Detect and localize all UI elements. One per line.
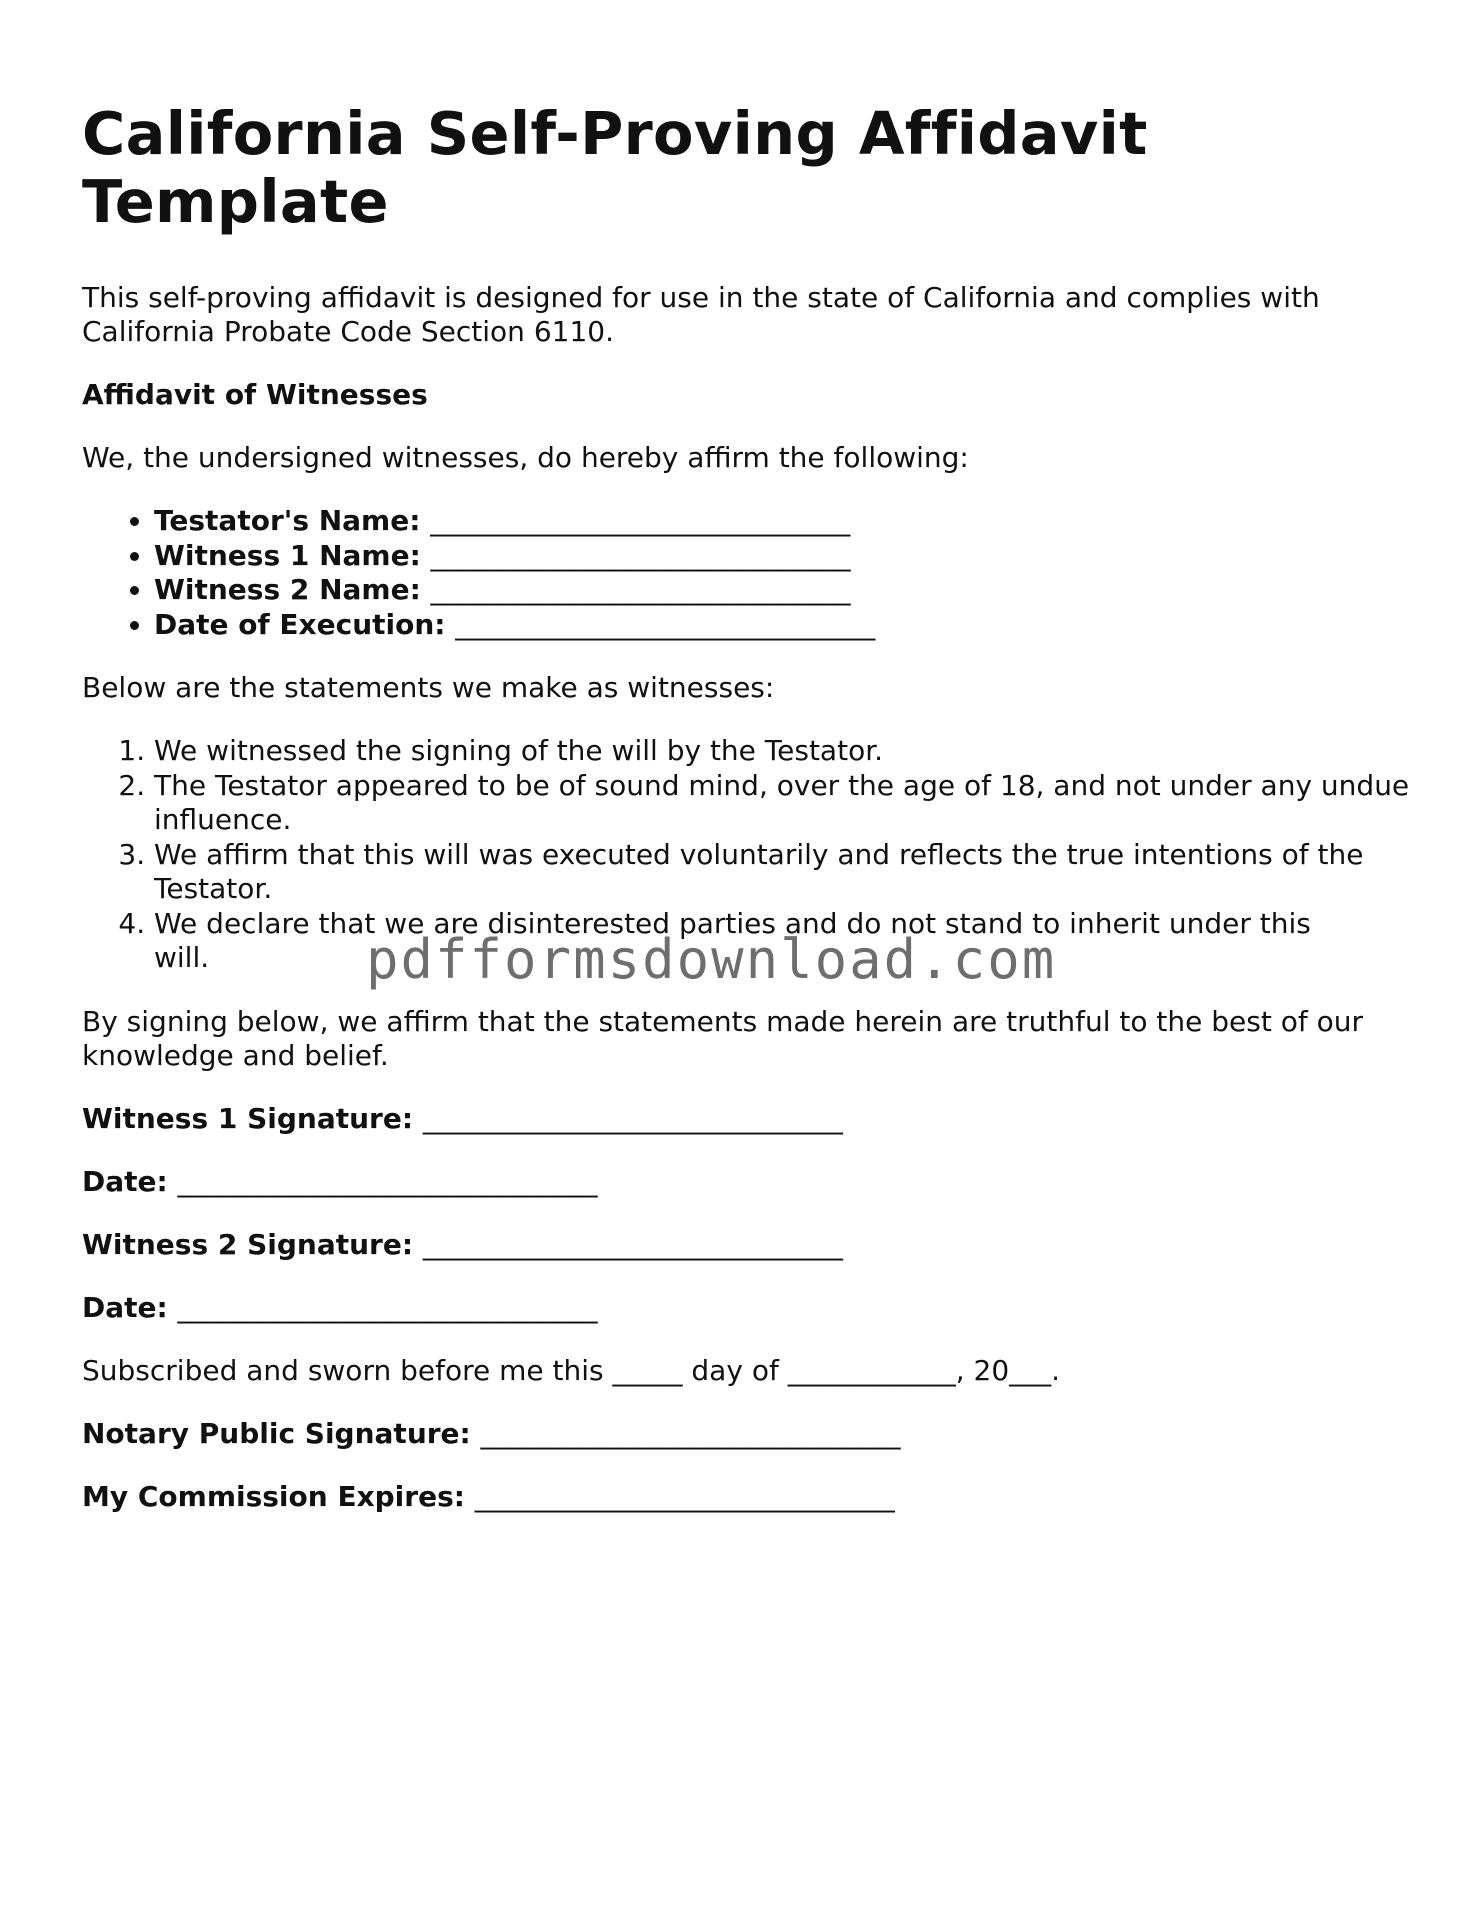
witness-2-signature-field[interactable]: ______________________________ xyxy=(422,1227,843,1261)
affirm-intro: We, the undersigned witnesses, do hereby affirm the following: xyxy=(82,441,969,474)
list-item: • Testator's Name: ______________________________ xyxy=(154,504,1412,539)
witness-1-date-field[interactable]: ______________________________ xyxy=(177,1164,598,1198)
sworn-statement: Subscribed and sworn before me this _____ day of ____________, 20___. xyxy=(82,1353,1061,1387)
witness-2-date-field[interactable]: ______________________________ xyxy=(177,1290,598,1324)
list-item: 4. We declare that we are disinterested parties and do not stand to inherit under this will. xyxy=(154,907,1354,976)
witness-1-date-line: Date: ______________________________ xyxy=(82,1164,598,1198)
list-item: • Witness 1 Name: ______________________________ xyxy=(154,539,1412,574)
notary-signature-line: Notary Public Signature: ______________________________ xyxy=(82,1416,901,1450)
commission-expires-field[interactable]: ______________________________ xyxy=(474,1479,895,1513)
witness-2-date-line: Date: ______________________________ xyxy=(82,1290,598,1324)
notary-signature-field[interactable]: ______________________________ xyxy=(480,1416,901,1450)
witness-2-signature-line: Witness 2 Signature: ______________________________ xyxy=(82,1227,843,1261)
witness-1-signature-line: Witness 1 Signature: ______________________________ xyxy=(82,1101,843,1135)
testator-name-field[interactable]: ______________________________ xyxy=(430,504,851,537)
document-page xyxy=(82,100,1412,1514)
witness-2-name-field[interactable]: ______________________________ xyxy=(430,573,851,606)
list-item: • Witness 2 Name: ______________________________ xyxy=(154,573,1412,608)
witness-fields-list xyxy=(82,504,1412,642)
closing-paragraph: By signing below, we affirm that the statements made herein are truthful to the best of our knowledge and belief. xyxy=(82,1004,1363,1072)
statements-intro: Below are the statements we make as witnesses: xyxy=(82,671,775,704)
section-heading: Affidavit of Witnesses xyxy=(82,378,428,411)
list-item: 2. The Testator appeared to be of sound mind, over the age of 18, and not under any undue influence. xyxy=(154,769,1424,838)
document-title: California Self-Proving Affidavit Template xyxy=(82,99,1148,236)
witness-1-signature-field[interactable]: ______________________________ xyxy=(422,1101,843,1135)
list-item: 1. We witnessed the signing of the will by the Testator. xyxy=(154,734,1424,769)
date-of-execution-field[interactable]: ______________________________ xyxy=(455,607,876,641)
list-item: • Date of Execution: ______________________________ xyxy=(154,608,1412,643)
intro-paragraph: This self-proving affidavit is designed for use in the state of California and complies with California Probate Code Section 6110. xyxy=(82,281,1320,348)
list-item: 3. We affirm that this will was executed voluntarily and reflects the true intentions of the Testator. xyxy=(154,838,1424,907)
watermark: pdfformsdownload.com xyxy=(366,928,1057,991)
witness-1-name-field[interactable]: ______________________________ xyxy=(430,538,851,572)
commission-expires-line: My Commission Expires: ______________________________ xyxy=(82,1479,895,1513)
